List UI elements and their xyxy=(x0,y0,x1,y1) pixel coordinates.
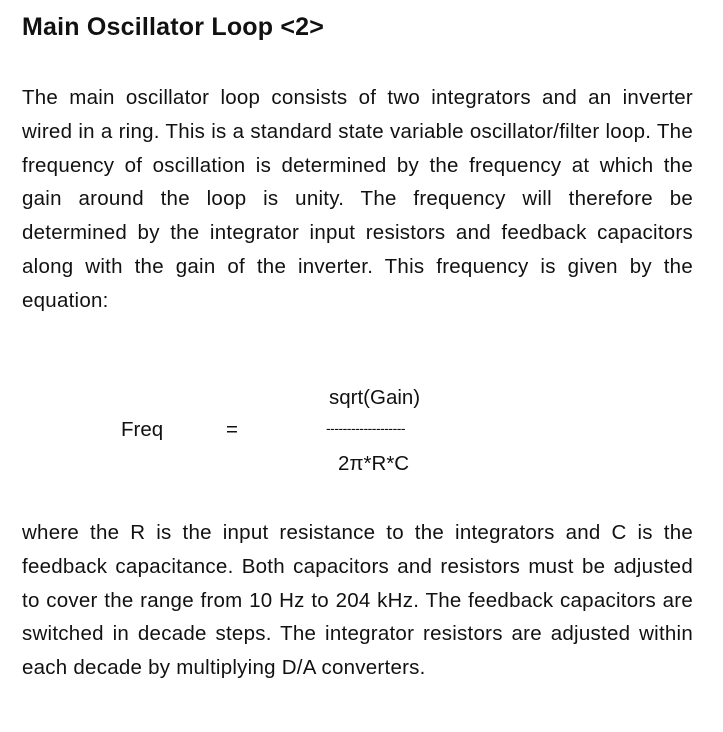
intro-paragraph: The main oscillator loop consists of two integrators and an inverter wired in a ring. This is a standard state variable oscillator/filter loop. The frequency of oscillation is determined by the frequency at which the gain around the loop is unity. The frequency will therefore be determined by the integrator input resistors and feedback capacitors along with the gain of the inverter. This frequency is given by the equation: xyxy=(22,86,693,312)
equation-numerator: sqrt(Gain) xyxy=(329,386,421,409)
section-heading: Main Oscillator Loop <2> xyxy=(22,13,325,41)
equation-fraction-bar: ------------------- xyxy=(326,420,406,436)
equation-denominator: 2π*R*C xyxy=(338,452,410,475)
frequency-equation xyxy=(0,380,723,490)
equation-lhs: Freq xyxy=(121,418,164,441)
equation-equals-sign: = xyxy=(226,418,238,441)
explanation-paragraph: where the R is the input resistance to the integrators and C is the feedback capacitance. Both capacitors and resistors must be adjusted to cover the range from 10 Hz to 204 kHz. The feedback capacitors are switched in decade steps. The integrator resistors are adjusted within each decade by multiplying D/A converters. xyxy=(22,521,693,680)
